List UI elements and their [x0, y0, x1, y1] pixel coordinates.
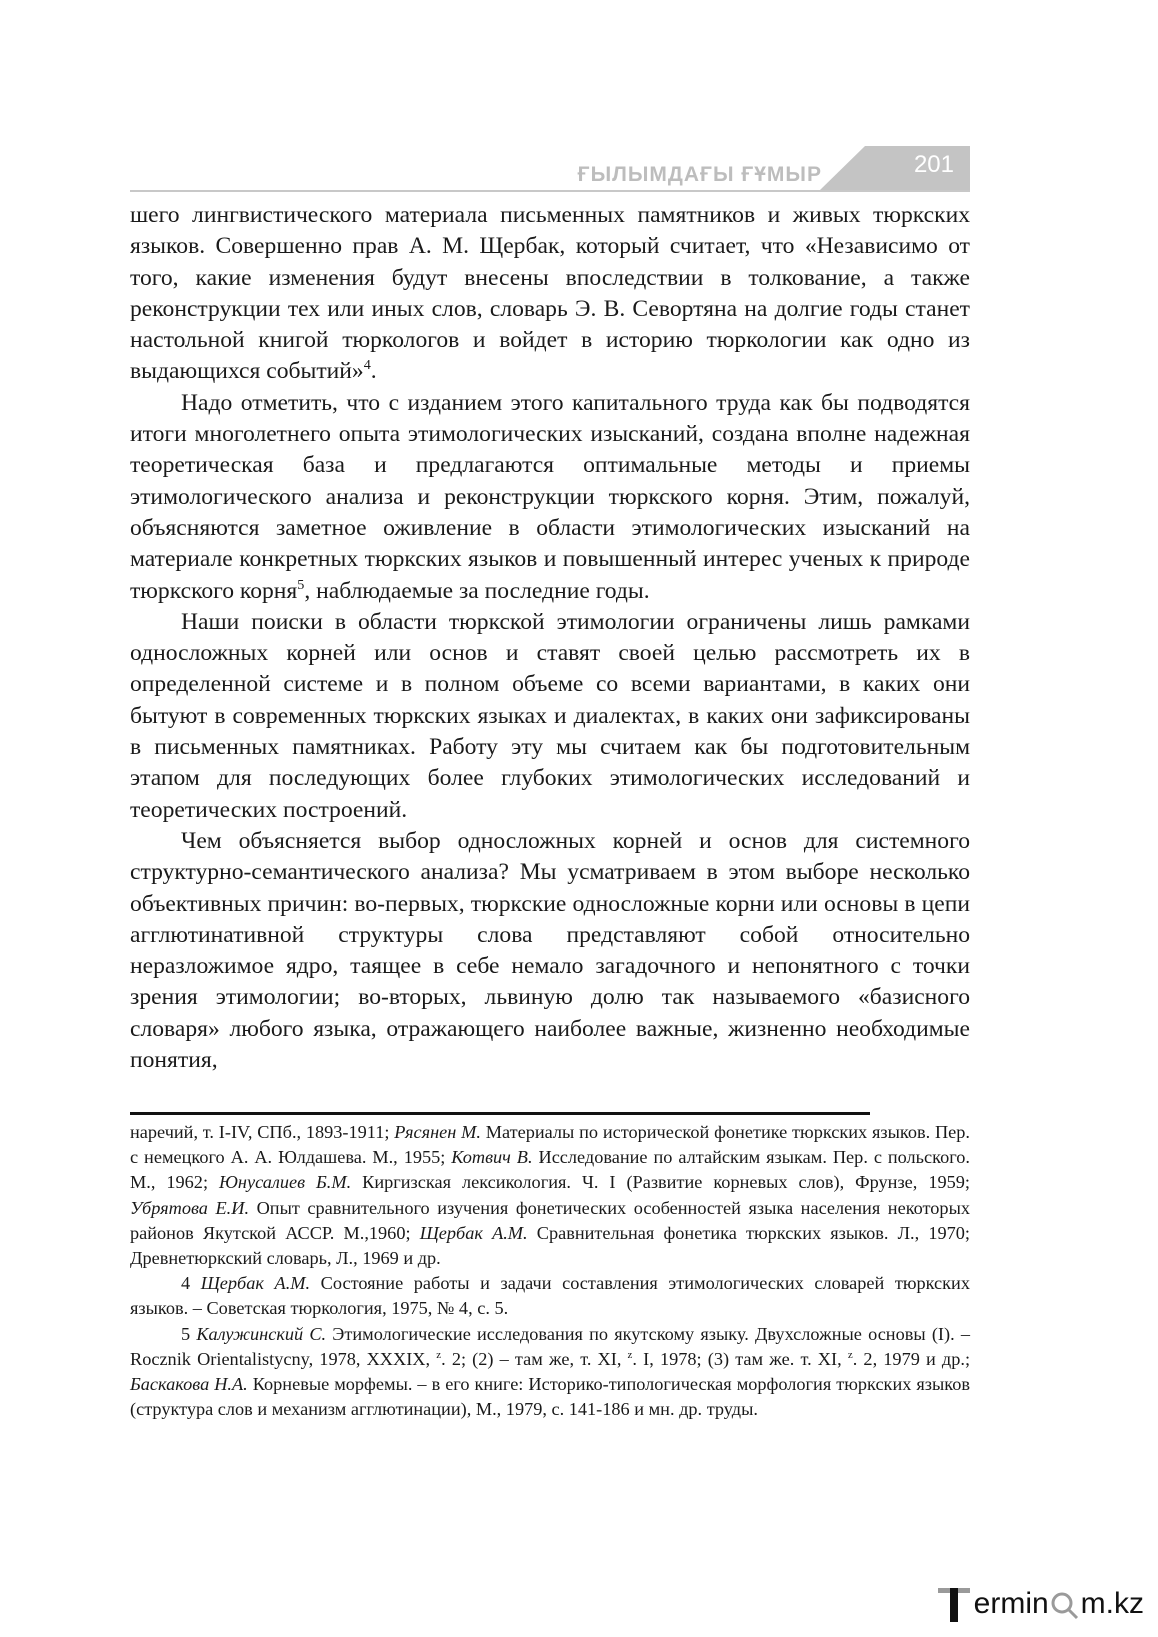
- fn5-text-2: . 2; (2) – там же, т. XI,: [441, 1348, 628, 1369]
- paragraph-2-text: Надо отметить, что с изданием этого капитального труда как бы подводятся итоги многолетнего опыта этимологических изысканий, создана вполне надежная теоретическая база и предлагаются оптимальные методы и приемы этимологического анализа и реконструкции тюркского корня. Этим, пожалуй, объясняются заметное оживление в области этимологических изысканий на материале конкретных тюркских языков и повышенный интерес ученых к природе тюркского корня: [130, 389, 970, 604]
- fn3-author-2: Котвич В.: [451, 1147, 533, 1168]
- paragraph-1-text: шего лингвистического материала письменных памятников и живых тюркских языков. Совершенно прав А. М. Щербак, который считает, что «Независимо от того, какие изменения будут внесены впоследствии в толкование, а также реконструкции тех или иных слов, словарь Э. В. Севортяна на долгие годы станет настольной книгой тюркологов и войдет в историю тюркологии как одно из выдающихся событий»: [130, 202, 970, 385]
- fn3-text-5: Опыт сравнительного изучения фонетических особенностей языка населения некоторых районов Якутской АССР. М.,1960;: [130, 1197, 971, 1243]
- running-header: [130, 146, 970, 196]
- paragraph-1-end: .: [370, 358, 377, 385]
- watermark-text-1: ermin: [973, 1586, 1049, 1620]
- running-header-title: ҒЫЛЫМДАҒЫ ҒҰМЫР: [577, 163, 822, 186]
- fn5-text-5: Корневые морфемы. – в его книге: Историко-типологическая морфология тюркских языков (структура слов и механизм агглютинации), М., 1979, с. 141-186 и мн. др. труды.: [130, 1374, 970, 1420]
- fn3-text-3: Исследование по алтайским языкам. Пер. с польского. М., 1962;: [130, 1147, 970, 1193]
- fn5-author-2: Баскакова Н.А.: [130, 1374, 248, 1395]
- magnifier-icon: [1049, 1590, 1079, 1620]
- fn4-text-1: Состояние работы и задачи составления этимологических словарей тюркских языков. – Советская тюркология, 1975, № 4, с. 5.: [130, 1273, 970, 1319]
- fn5-text-3: . I, 1978; (3) там же. т. XI,: [632, 1348, 848, 1369]
- fn3-author-1: Рясянен М.: [394, 1122, 481, 1142]
- paragraph-2: [130, 388, 970, 607]
- fn5-text-4: . 2, 1979 и др.;: [852, 1348, 971, 1369]
- header-rule: [130, 190, 970, 192]
- page-number: 201: [913, 151, 954, 178]
- footnote-separator: [130, 1112, 870, 1115]
- fn3-text-1: наречий, т. I-IV, СПб., 1893-1911;: [130, 1122, 395, 1142]
- fn5-author-1: Калужинский С.: [196, 1323, 327, 1344]
- footnote-3-continued: [130, 1120, 970, 1271]
- footnote-4: [130, 1271, 970, 1321]
- fn5-text-1: Этимологические исследования по якутскому языку. Двухсложные основы (I). –Rocznik Orientalistycny, 1978, XXXIX,: [130, 1323, 970, 1369]
- paragraph-2-end: , наблюдаемые за последние годы.: [304, 577, 650, 604]
- footnote-ref-4[interactable]: 4: [363, 357, 371, 374]
- fn5-sup-2: z: [627, 1348, 633, 1361]
- fn5-sup-3: z: [847, 1348, 853, 1361]
- paragraph-1: [130, 200, 970, 388]
- fn3-author-3: Юнусалиев Б.М.: [219, 1172, 352, 1193]
- fn5-number: 5: [181, 1323, 197, 1344]
- fn4-author-1: Щербак А.М.: [200, 1273, 311, 1294]
- fn3-text-4: Киргизская лексикология. Ч. I (Развитие корневых слов), Фрунзе, 1959;: [351, 1172, 970, 1193]
- fn3-author-4: Убрятова Е.И.: [130, 1197, 250, 1218]
- t-logo-icon: [936, 1585, 972, 1625]
- fn5-sup-1: z: [436, 1348, 442, 1361]
- paragraph-3: Наши поиски в области тюркской этимологии ограничены лишь рамками односложных корней или основ и ставят своей целью рассмотреть их в определенной системе и в полном объеме со всеми вариантами, в каких они бытуют в современных тюркских языках и диалектах, в каких они зафиксированы в письменных памятниках. Работу эту мы считаем как бы подготовительным этапом для последующих более глубоких этимологических исследований и теоретических построений.: [130, 608, 970, 823]
- footnotes: [130, 1120, 970, 1422]
- main-text: [130, 200, 970, 1076]
- page-number-tab: [820, 146, 970, 190]
- paragraph-4: Чем объясняется выбор односложных корней и основ для системного структурно-семантического анализа? Мы усматриваем в этом выборе несколько объективных причин: во-первых, тюркские односложные корни или основы в цепи агглютинативной структуры слова представляют собой относительно неразложимое ядро, таящее в себе немало загадочного и непонятного с точки зрения этимологии; во-вторых, львиную долю так называемого «базисного словаря» любого языка, отражающего наиболее важные, жизненно необходимые понятия,: [130, 827, 970, 1074]
- fn3-text-2: Материалы по исторической фонетике тюркских языков. Пер. с немецкого А. А. Юлдашева. М., 1955;: [130, 1122, 970, 1168]
- site-watermark: [936, 1585, 1144, 1629]
- fn3-text-6: Сравнительная фонетика тюркских языков. Л., 1970; Древнетюркский словарь, Л., 1969 и др.: [130, 1222, 970, 1269]
- fn3-author-5: Щербак А.М.: [419, 1222, 528, 1243]
- footnote-ref-5[interactable]: 5: [297, 576, 305, 593]
- watermark-text-2: m.kz: [1080, 1586, 1144, 1620]
- footnote-5: [130, 1322, 970, 1423]
- fn4-number: 4: [181, 1273, 201, 1294]
